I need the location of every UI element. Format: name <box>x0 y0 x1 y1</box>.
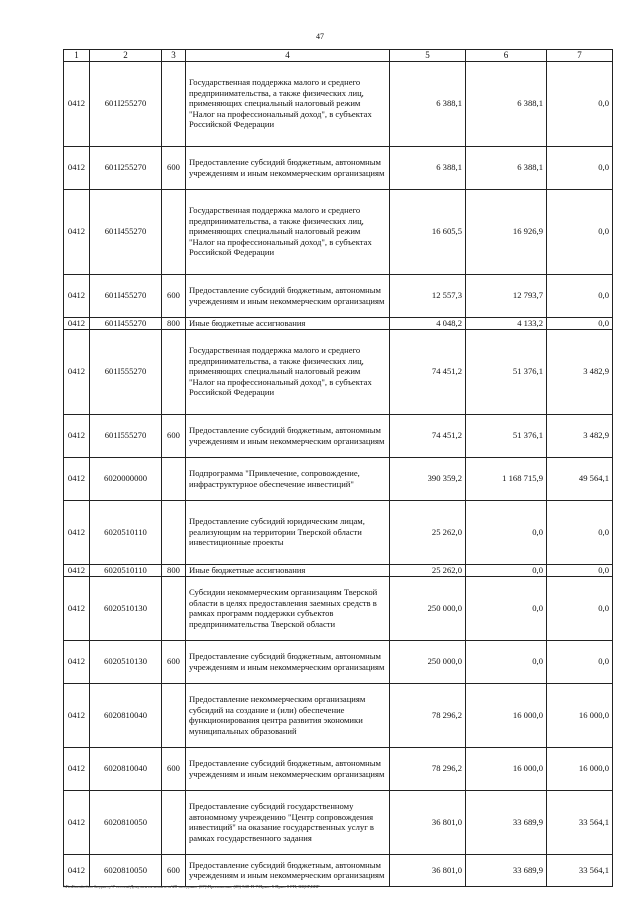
table-row <box>64 457 613 500</box>
cell-value-6: 0,0 <box>466 640 547 683</box>
cell-section: 0412 <box>64 61 90 146</box>
cell-expense-type: 600 <box>162 854 186 886</box>
cell-section: 0412 <box>64 189 90 274</box>
cell-target-code: 6020810040 <box>90 683 162 747</box>
cell-value-7: 0,0 <box>547 274 613 317</box>
cell-expense-type: 600 <box>162 640 186 683</box>
cell-value-6: 12 793,7 <box>466 274 547 317</box>
table-row <box>64 790 613 854</box>
cell-value-7: 0,0 <box>547 189 613 274</box>
cell-name: Иные бюджетные ассигнования <box>186 317 390 329</box>
cell-section: 0412 <box>64 576 90 640</box>
cell-value-7: 3 482,9 <box>547 329 613 414</box>
cell-value-6: 51 376,1 <box>466 329 547 414</box>
table-row <box>64 683 613 747</box>
cell-value-6: 51 376,1 <box>466 414 547 457</box>
cell-value-6: 16 000,0 <box>466 747 547 790</box>
table-row <box>64 274 613 317</box>
cell-target-code: 6020810050 <box>90 790 162 854</box>
cell-value-6: 0,0 <box>466 564 547 576</box>
cell-target-code: 601I555270 <box>90 414 162 457</box>
cell-expense-type <box>162 576 186 640</box>
cell-target-code: 6020810050 <box>90 854 162 886</box>
table-row <box>64 414 613 457</box>
header-col-6: 6 <box>466 50 547 62</box>
cell-target-code: 601I455270 <box>90 274 162 317</box>
cell-name: Государственная поддержка малого и среднего предпринимательства, а также физических лиц, применяющих специальный налоговый режим "Налог на профессиональный доход", в субъектах Российской Федерации <box>186 61 390 146</box>
cell-value-7: 16 000,0 <box>547 683 613 747</box>
cell-name: Государственная поддержка малого и среднего предпринимательства, а также физических лиц, применяющих специальный налоговый режим "Налог на профессиональный доход", в субъектах Российской Федерации <box>186 329 390 414</box>
cell-value-7: 0,0 <box>547 61 613 146</box>
cell-section: 0412 <box>64 790 90 854</box>
cell-name: Предоставление субсидий бюджетным, автономным учреждениям и иным некоммерческим организациям <box>186 274 390 317</box>
cell-section: 0412 <box>64 329 90 414</box>
cell-expense-type: 600 <box>162 146 186 189</box>
cell-name: Предоставление субсидий государственному автономному учреждению "Центр сопровождения инвестиций" на оказание государственных услуг в рамках государственного задания <box>186 790 390 854</box>
cell-value-5: 25 262,0 <box>390 500 466 564</box>
table-row <box>64 854 613 886</box>
cell-value-5: 16 605,5 <box>390 189 466 274</box>
header-col-1: 1 <box>64 50 90 62</box>
cell-target-code: 6020510130 <box>90 576 162 640</box>
cell-value-6: 16 926,9 <box>466 189 547 274</box>
cell-name: Иные бюджетные ассигнования <box>186 564 390 576</box>
cell-section: 0412 <box>64 317 90 329</box>
table-row <box>64 146 613 189</box>
cell-value-5: 78 296,2 <box>390 683 466 747</box>
cell-target-code: 601I255270 <box>90 146 162 189</box>
cell-value-5: 74 451,2 <box>390 329 466 414</box>
cell-value-6: 4 133,2 <box>466 317 547 329</box>
cell-target-code: 6020510110 <box>90 564 162 576</box>
cell-target-code: 6020810040 <box>90 747 162 790</box>
header-col-4: 4 <box>186 50 390 62</box>
cell-value-7: 33 564,1 <box>547 854 613 886</box>
cell-value-5: 6 388,1 <box>390 146 466 189</box>
table-row <box>64 317 613 329</box>
cell-target-code: 601I455270 <box>90 317 162 329</box>
cell-section: 0412 <box>64 457 90 500</box>
cell-value-7: 0,0 <box>547 317 613 329</box>
cell-value-5: 36 801,0 <box>390 790 466 854</box>
budget-table <box>63 49 613 887</box>
cell-value-5: 78 296,2 <box>390 747 466 790</box>
table-row <box>64 500 613 564</box>
cell-value-5: 74 451,2 <box>390 414 466 457</box>
cell-value-6: 16 000,0 <box>466 683 547 747</box>
cell-target-code: 601I255270 <box>90 61 162 146</box>
cell-section: 0412 <box>64 274 90 317</box>
header-col-3: 3 <box>162 50 186 62</box>
cell-expense-type <box>162 189 186 274</box>
cell-value-5: 36 801,0 <box>390 854 466 886</box>
cell-name: Подпрограмма "Привлечение, сопровождение, инфраструктурное обеспечение инвестиций" <box>186 457 390 500</box>
cell-target-code: 6020000000 <box>90 457 162 500</box>
cell-value-7: 3 482,9 <box>547 414 613 457</box>
cell-expense-type <box>162 683 186 747</box>
cell-expense-type <box>162 457 186 500</box>
cell-value-6: 6 388,1 <box>466 61 547 146</box>
cell-expense-type <box>162 500 186 564</box>
cell-expense-type: 600 <box>162 747 186 790</box>
cell-value-7: 16 000,0 <box>547 747 613 790</box>
cell-target-code: 601I455270 <box>90 189 162 274</box>
cell-value-7: 0,0 <box>547 640 613 683</box>
cell-value-5: 250 000,0 <box>390 640 466 683</box>
cell-expense-type: 800 <box>162 317 186 329</box>
cell-section: 0412 <box>64 500 90 564</box>
cell-value-6: 0,0 <box>466 576 547 640</box>
cell-expense-type <box>162 61 186 146</box>
cell-value-6: 33 689,9 <box>466 854 547 886</box>
cell-expense-type: 600 <box>162 414 186 457</box>
cell-target-code: 601I555270 <box>90 329 162 414</box>
cell-section: 0412 <box>64 640 90 683</box>
cell-expense-type <box>162 329 186 414</box>
cell-section: 0412 <box>64 854 90 886</box>
cell-target-code: 6020510130 <box>90 640 162 683</box>
cell-name: Предоставление субсидий бюджетным, автономным учреждениям и иным некоммерческим организациям <box>186 854 390 886</box>
footer-path: \\FinKomitet\по бюджету\7 сессия\Документы комитета\28 заседание (07)\Приложение (28) 548-П-7\Прил. 5 Прил 8 РП, КЦСР,КВР <box>63 884 320 889</box>
cell-value-7: 33 564,1 <box>547 790 613 854</box>
cell-expense-type: 600 <box>162 274 186 317</box>
table-row <box>64 576 613 640</box>
header-col-5: 5 <box>390 50 466 62</box>
cell-value-5: 12 557,3 <box>390 274 466 317</box>
header-row <box>64 50 613 62</box>
cell-target-code: 6020510110 <box>90 500 162 564</box>
cell-name: Предоставление субсидий бюджетным, автономным учреждениям и иным некоммерческим организациям <box>186 640 390 683</box>
table-row <box>64 329 613 414</box>
cell-expense-type <box>162 790 186 854</box>
cell-expense-type: 800 <box>162 564 186 576</box>
table-row <box>64 61 613 146</box>
cell-section: 0412 <box>64 414 90 457</box>
cell-value-7: 0,0 <box>547 500 613 564</box>
cell-name: Предоставление субсидий юридическим лицам, реализующим на территории Тверской области инвестиционные проекты <box>186 500 390 564</box>
table-row <box>64 564 613 576</box>
cell-value-7: 0,0 <box>547 576 613 640</box>
cell-name: Предоставление субсидий бюджетным, автономным учреждениям и иным некоммерческим организациям <box>186 146 390 189</box>
cell-section: 0412 <box>64 683 90 747</box>
cell-value-7: 49 564,1 <box>547 457 613 500</box>
cell-name: Предоставление субсидий бюджетным, автономным учреждениям и иным некоммерческим организациям <box>186 747 390 790</box>
cell-value-6: 0,0 <box>466 500 547 564</box>
cell-value-7: 0,0 <box>547 564 613 576</box>
header-col-2: 2 <box>90 50 162 62</box>
header-col-7: 7 <box>547 50 613 62</box>
page-number: 47 <box>316 32 324 41</box>
cell-name: Предоставление некоммерческим организациям субсидий на создание и (или) обеспечение функционирования центра развития экономики муниципальных образований <box>186 683 390 747</box>
cell-name: Государственная поддержка малого и среднего предпринимательства, а также физических лиц, применяющих специальный налоговый режим "Налог на профессиональный доход", в субъектах Российской Федерации <box>186 189 390 274</box>
cell-name: Субсидии некоммерческим организациям Тверской области в целях предоставления заемных средств в рамках программ поддержки субъектов предпринимательства Тверской области <box>186 576 390 640</box>
cell-value-6: 33 689,9 <box>466 790 547 854</box>
table-row <box>64 640 613 683</box>
cell-section: 0412 <box>64 564 90 576</box>
cell-section: 0412 <box>64 146 90 189</box>
table-row <box>64 747 613 790</box>
cell-value-5: 6 388,1 <box>390 61 466 146</box>
table-row <box>64 189 613 274</box>
cell-section: 0412 <box>64 747 90 790</box>
cell-name: Предоставление субсидий бюджетным, автономным учреждениям и иным некоммерческим организациям <box>186 414 390 457</box>
cell-value-5: 25 262,0 <box>390 564 466 576</box>
cell-value-7: 0,0 <box>547 146 613 189</box>
cell-value-5: 4 048,2 <box>390 317 466 329</box>
cell-value-5: 250 000,0 <box>390 576 466 640</box>
cell-value-5: 390 359,2 <box>390 457 466 500</box>
cell-value-6: 1 168 715,9 <box>466 457 547 500</box>
cell-value-6: 6 388,1 <box>466 146 547 189</box>
